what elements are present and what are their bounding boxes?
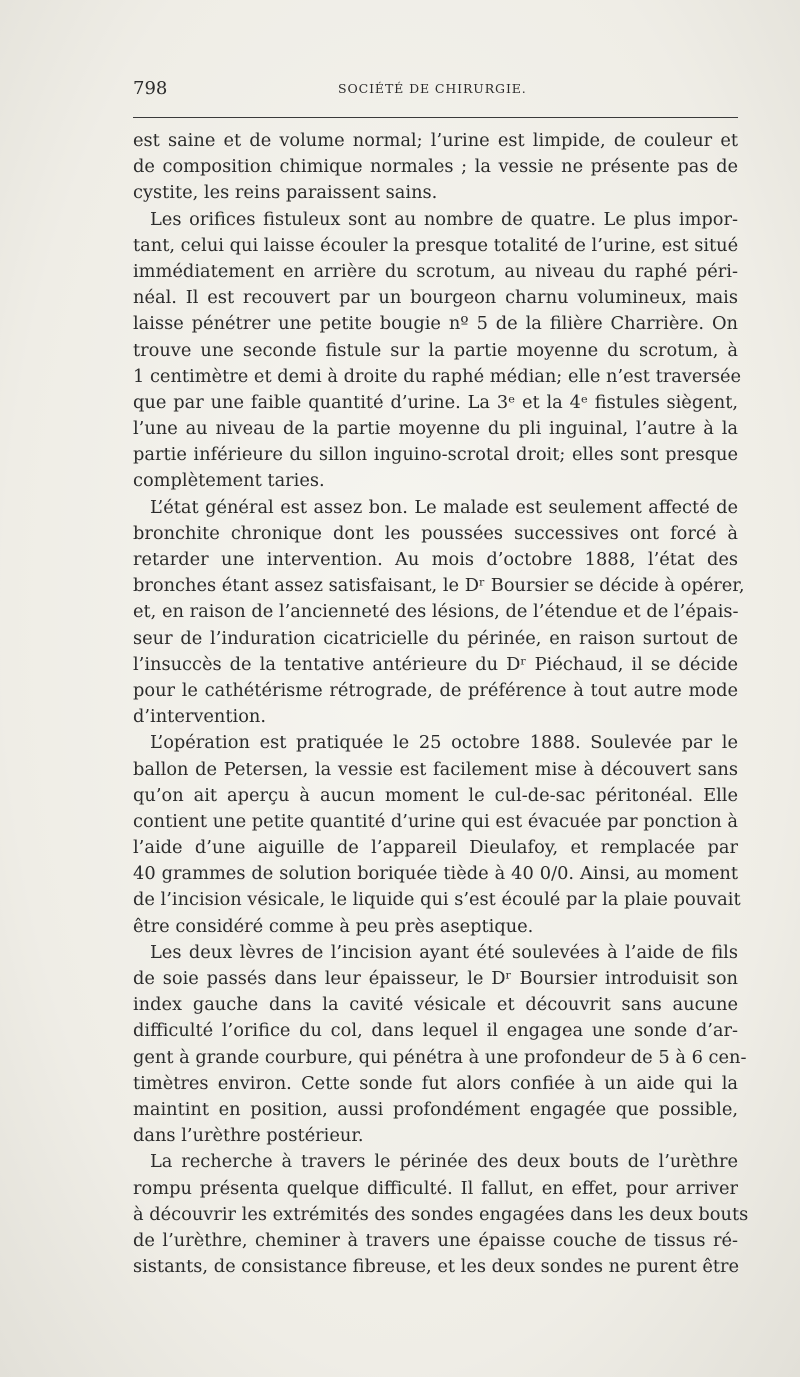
text-line: La recherche à travers le périnée des deux bouts de l’urèthre xyxy=(150,1151,738,1173)
text-line: seur de l’induration cicatricielle du périnée, en raison surtout de xyxy=(133,627,738,649)
paragraph xyxy=(133,940,747,1150)
text-line: laisse pénétrer une petite bougie nº 5 de la filière Charrière. On xyxy=(133,313,738,335)
paragraph xyxy=(133,730,741,940)
text-line: immédiatement en arrière du scrotum, au niveau du raphé péri- xyxy=(133,260,738,282)
text-line: qu’on ait aperçu à aucun moment le cul-de-sac péritonéal. Elle xyxy=(133,784,738,806)
page-number: 798 xyxy=(133,78,168,99)
text-line: d’intervention. xyxy=(133,706,267,728)
text-line: que par une faible quantité d’urine. La 3ᵉ et la 4ᵉ fistules siègent, xyxy=(133,391,738,413)
text-line: bronchite chronique dont les poussées successives ont forcé à xyxy=(133,522,738,544)
text-line: ballon de Petersen, la vessie est facilement mise à découvert sans xyxy=(133,758,738,780)
text-line: l’insuccès de la tentative antérieure du Dʳ Piéchaud, il se décide xyxy=(133,653,738,675)
text-line: pour le cathétérisme rétrograde, de préférence à tout autre mode xyxy=(133,679,738,701)
text-line: sistants, de consistance fibreuse, et les deux sondes ne purent être xyxy=(133,1256,740,1278)
text-line: tant, celui qui laisse écouler la presque totalité de l’urine, est situé xyxy=(133,234,739,256)
text-line: néal. Il est recouvert par un bourgeon charnu volumineux, mais xyxy=(133,287,738,309)
text-line: de l’urèthre, cheminer à travers une épaisse couche de tissus ré- xyxy=(133,1229,738,1251)
text-line: retarder une intervention. Au mois d’octobre 1888, l’état des xyxy=(133,549,738,570)
text-line: être considéré comme à peu près aseptique. xyxy=(133,915,534,937)
text-line: est saine et de volume normal; l’urine est limpide, de couleur et xyxy=(133,130,738,151)
text-line: Les orifices fistuleux sont au nombre de quatre. Le plus impor- xyxy=(150,208,738,230)
text-line: l’aide d’une aiguille de l’appareil Dieulafoy, et remplacée par xyxy=(133,837,738,859)
text-line: et, en raison de l’ancienneté des lésions, de l’étendue et de l’épais- xyxy=(133,601,739,623)
text-line: L’état général est assez bon. Le malade est seulement affecté de xyxy=(150,496,738,518)
text-line: Les deux lèvres de l’incision ayant été soulevées à l’aide de fils xyxy=(150,941,738,963)
text-line: 40 grammes de solution boriquée tiède à 40 0/0. Ainsi, au moment xyxy=(133,863,738,885)
text-line: 1 centimètre et demi à droite du raphé médian; elle n’est traversée xyxy=(133,365,742,387)
text-line: index gauche dans la cavité vésicale et découvrit sans aucune xyxy=(133,994,738,1016)
text-line: cystite, les reins paraissent sains. xyxy=(133,182,438,204)
text-line: de l’incision vésicale, le liquide qui s’est écoulé par la plaie pouvait xyxy=(133,889,741,911)
paragraph xyxy=(133,128,738,207)
header-rule xyxy=(133,117,738,118)
paragraph xyxy=(133,495,745,731)
text-line: bronches étant assez satisfaisant, le Dʳ Boursier se décide à opérer, xyxy=(133,575,745,597)
text-line: L’opération est pratiquée le 25 octobre 1888. Soulevée par le xyxy=(150,732,738,754)
text-line: rompu présenta quelque difficulté. Il fallut, en effet, pour arriver xyxy=(133,1177,738,1199)
running-title: SOCIÉTÉ DE CHIRURGIE. xyxy=(338,81,527,96)
text-line: dans l’urèthre postérieur. xyxy=(133,1125,364,1147)
text-line: timètres environ. Cette sonde fut alors confiée à un aide qui la xyxy=(133,1072,738,1094)
text-line: complètement taries. xyxy=(133,470,325,492)
text-line: trouve une seconde fistule sur la partie moyenne du scrotum, à xyxy=(133,339,738,361)
paragraph xyxy=(133,1149,749,1280)
text-line: de soie passés dans leur épaisseur, le Dʳ Boursier introduisit son xyxy=(133,968,738,989)
text-line: l’une au niveau de la partie moyenne du pli inguinal, l’autre à la xyxy=(133,418,738,440)
text-line: à découvrir les extrémités des sondes engagées dans les deux bouts xyxy=(133,1203,749,1225)
body-text xyxy=(133,128,749,1280)
paragraph xyxy=(133,207,742,495)
text-line: contient une petite quantité d’urine qui est évacuée par ponction à xyxy=(133,810,738,832)
text-line: partie inférieure du sillon inguino-scrotal droit; elles sont presque xyxy=(133,444,738,466)
text-line: maintint en position, aussi profondément engagée que possible, xyxy=(133,1098,738,1120)
text-line: de composition chimique normales ; la vessie ne présente pas de xyxy=(133,156,738,178)
text-line: difficulté l’orifice du col, dans lequel il engagea une sonde d’ar- xyxy=(133,1020,738,1042)
text-line: gent à grande courbure, qui pénétra à une profondeur de 5 à 6 cen- xyxy=(133,1046,747,1068)
